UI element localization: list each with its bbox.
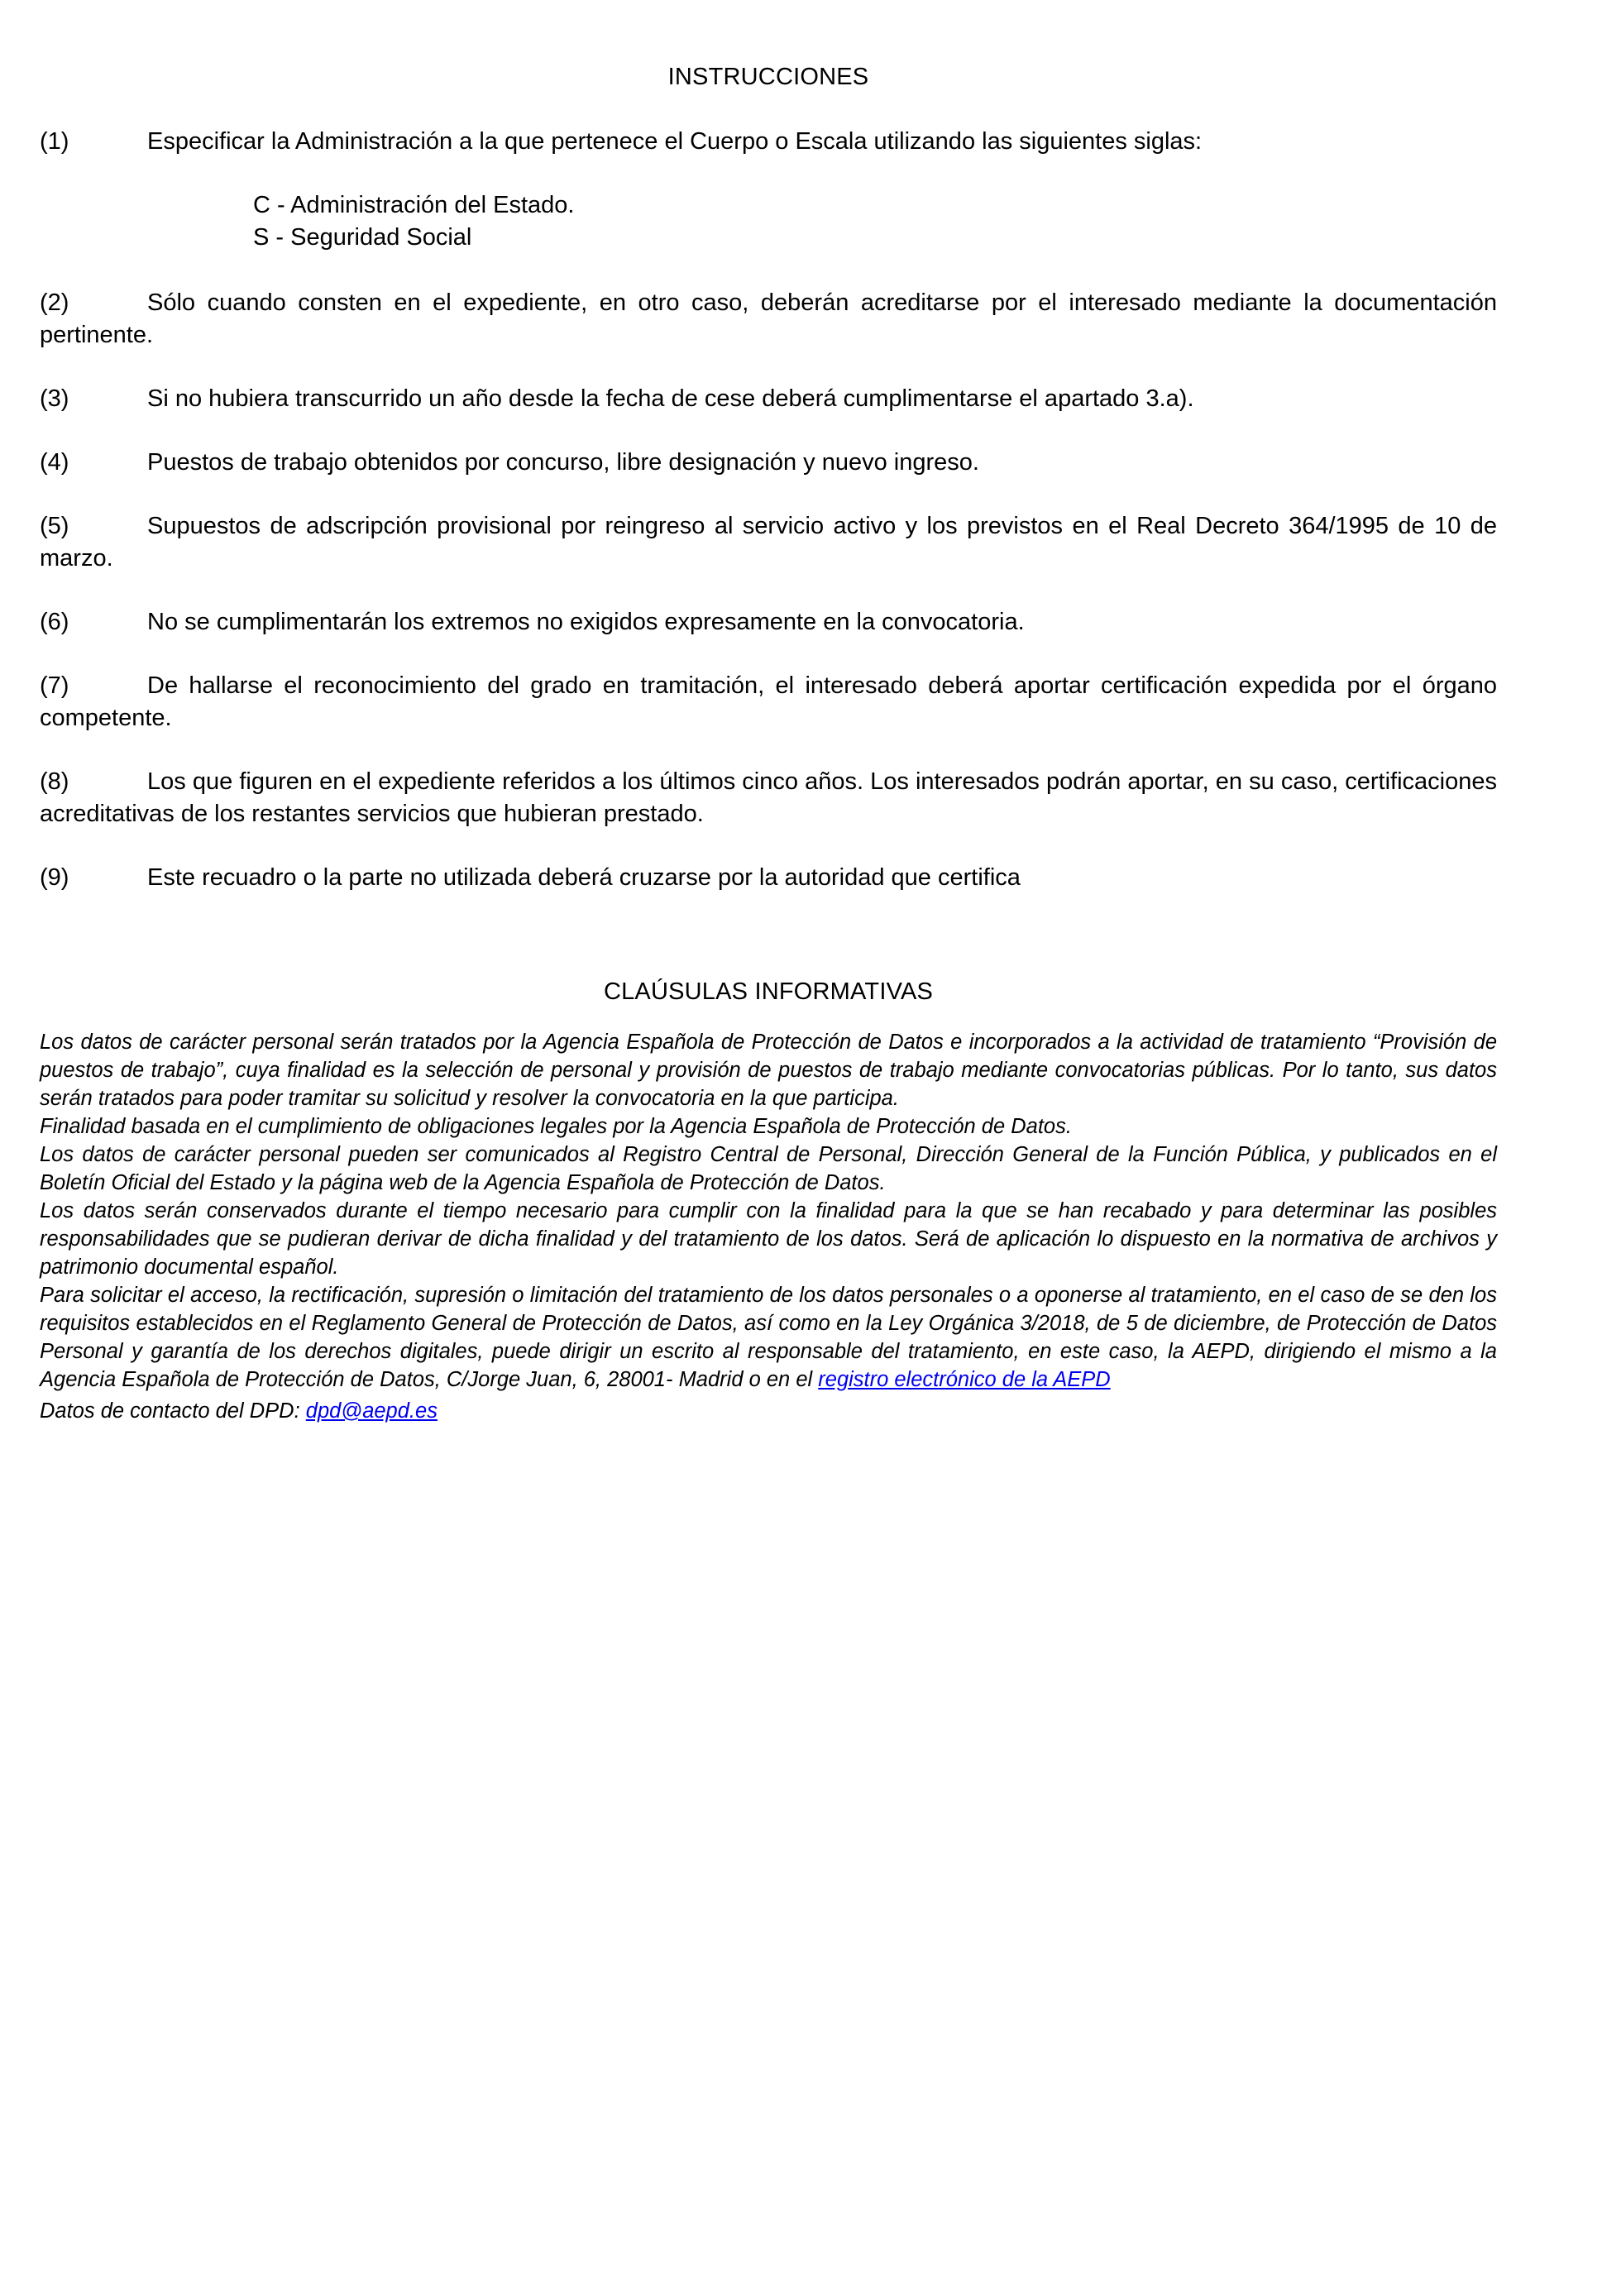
sigla-item-c: C - Administración del Estado. bbox=[253, 192, 575, 218]
instruction-text: Los que figuren en el expediente referidos a los últimos cinco años. Los interesados podrán aportar, en su caso, certificaciones acreditativas de los restantes servicios que hubieran prestado. bbox=[40, 768, 1497, 827]
instruction-text: Especificar la Administración a la que pertenece el Cuerpo o Escala utilizando las siguientes siglas: bbox=[147, 128, 1203, 155]
clausula-paragraph-4: Los datos serán conservados durante el tiempo necesario para cumplir con la finalidad para la que se han recabado y para determinar las posibles responsabilidades que se pudieran derivar de dicha finalidad y del tratamiento de los datos. Será de aplicación lo dispuesto en la normativa de archivos y patrimonio documental español. bbox=[40, 1199, 1497, 1279]
instruction-number: (3) bbox=[40, 385, 69, 412]
clausula-paragraph-3: Los datos de carácter personal pueden ser comunicados al Registro Central de Personal, Dirección General de la Función Pública, y publicados en el Boletín Oficial del Estado y la página web de la Agencia Española de Protección de Datos. bbox=[40, 1143, 1497, 1194]
instruction-item-6 bbox=[40, 606, 1497, 639]
instruction-number: (6) bbox=[40, 609, 69, 635]
clausula-paragraph-rights bbox=[40, 1281, 1497, 1394]
instruction-text: Supuestos de adscripción provisional por reingreso al servicio activo y los previstos en el Real Decreto 364/1995 de 10 de marzo. bbox=[40, 513, 1497, 572]
rights-text: Para solicitar el acceso, la rectificación, supresión o limitación del tratamiento de los datos personales o a oponerse al tratamiento, en el caso de se den los requisitos establecidos en el Reglamento General de Protección de Datos, así como en la Ley Orgánica 3/2018, de 5 de diciembre, de Protección de Datos Personal y garantía de los derechos digitales, puede dirigir un escrito al responsable del tratamiento, en este caso, la AEPD, dirigiendo el mismo a la Agencia Española de Protección de Datos, C/Jorge Juan, 6, 28001- Madrid o en el bbox=[40, 1284, 1497, 1391]
registro-electronico-link[interactable]: registro electrónico de la AEPD bbox=[818, 1368, 1111, 1391]
instruction-text: No se cumplimentarán los extremos no exigidos expresamente en la convocatoria. bbox=[147, 609, 1025, 635]
instruction-number: (2) bbox=[40, 289, 69, 316]
instruction-text: Este recuadro o la parte no utilizada deberá cruzarse por la autoridad que certifica bbox=[147, 864, 1021, 891]
dpd-contact-label: Datos de contacto del DPD: bbox=[40, 1399, 300, 1423]
instruction-text: De hallarse el reconocimiento del grado en tramitación, el interesado deberá aportar certificación expedida por el órgano competente. bbox=[40, 672, 1497, 731]
instruction-number: (8) bbox=[40, 768, 69, 795]
instruction-text: Sólo cuando consten en el expediente, en otro caso, deberán acreditarse por el interesado mediante la documentación pertinente. bbox=[40, 289, 1497, 348]
instruction-text: Si no hubiera transcurrido un año desde la fecha de cese deberá cumplimentarse el apartado 3.a). bbox=[147, 385, 1194, 412]
instruction-number: (9) bbox=[40, 864, 69, 891]
instruction-item-5 bbox=[40, 510, 1497, 575]
instruction-item-9 bbox=[40, 862, 1497, 894]
clausulas-title: CLAÚSULAS INFORMATIVAS bbox=[603, 978, 934, 1005]
document-page bbox=[40, 0, 1497, 1425]
instruction-number: (5) bbox=[40, 513, 69, 539]
siglas-list bbox=[253, 189, 1497, 254]
sigla-item-s: S - Seguridad Social bbox=[253, 224, 472, 251]
dpd-email-link[interactable]: dpd@aepd.es bbox=[305, 1399, 438, 1423]
instruction-text: Puestos de trabajo obtenidos por concurso, libre designación y nuevo ingreso. bbox=[147, 449, 979, 476]
clausula-paragraph-2: Finalidad basada en el cumplimiento de obligaciones legales por la Agencia Española de Protección de Datos. bbox=[40, 1115, 1072, 1138]
instruction-number: (4) bbox=[40, 449, 69, 476]
instructions-title: INSTRUCCIONES bbox=[667, 64, 869, 90]
instruction-item-2 bbox=[40, 287, 1497, 352]
instruction-item-4 bbox=[40, 447, 1497, 479]
clausula-paragraph-1: Los datos de carácter personal serán tratados por la Agencia Española de Protección de Datos e incorporados a la actividad de tratamiento “Provisión de puestos de trabajo”, cuya finalidad es la selección de personal y provisión de puestos de trabajo mediante convocatorias públicas. Por lo tanto, sus datos serán tratados para poder tramitar su solicitud y resolver la convocatoria en la que participa. bbox=[40, 1031, 1497, 1110]
instruction-item-1 bbox=[40, 126, 1497, 158]
instruction-number: (1) bbox=[40, 128, 69, 155]
clausulas-body bbox=[40, 1028, 1497, 1425]
instruction-item-3 bbox=[40, 383, 1497, 415]
instruction-number: (7) bbox=[40, 672, 69, 699]
dpd-contact bbox=[40, 1397, 1497, 1425]
instruction-item-7 bbox=[40, 670, 1497, 734]
instruction-item-8 bbox=[40, 766, 1497, 830]
